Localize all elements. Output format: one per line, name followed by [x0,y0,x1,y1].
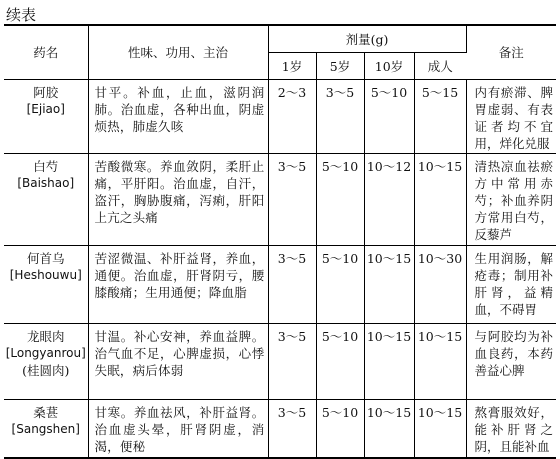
drug-name-en: [Baishao] [17,176,75,190]
drug-note: 与阿胶均为补血良药，本药善益心脾 [466,324,556,400]
drug-note: 熬膏服效好，能补肝肾之阴，且能补血 [466,400,556,458]
drug-name-cn: 何首乌 [26,251,65,266]
drug-description: 甘温。补心安神，养血益脾。治气血不足，心脾虚损，心悸失眠，病后体弱 [88,324,268,400]
header-dosage: 剂量(g) [268,25,466,53]
drug-name-en: [Sangshen] [11,422,80,436]
drug-name-alias: (桂圆肉) [22,363,70,378]
table-row [4,324,556,400]
drug-name-cn: 白芍 [33,159,59,174]
dose-5yr: 5～10 [316,154,364,246]
dose-5yr: 3～5 [316,80,364,154]
dose-5yr: 5～10 [316,246,364,324]
dose-adult: 10～15 [414,154,466,246]
dose-1yr: 3～5 [268,400,316,458]
drug-name-cell [4,324,88,400]
drug-name-en: [Heshouwu] [9,268,82,282]
dose-5yr: 5～10 [316,324,364,400]
drug-description: 苦涩微温、补肝益肾，养血，通便。治血虚，肝肾阴亏，腰膝酸痛；生用通便；降血脂 [88,246,268,324]
table-row [4,154,556,246]
drug-name-cell [4,80,88,154]
header-age-adult: 成人 [414,53,466,80]
header-drug: 药名 [4,25,88,80]
dose-10yr: 10～15 [364,246,414,324]
drug-name-cell [4,154,88,246]
drug-name-cell [4,246,88,324]
drug-description: 甘平。补血，止血，滋阴润肺。治血虚，各种出血，阴虚烦热，肺虚久咳 [88,80,268,154]
dose-10yr: 10～15 [364,400,414,458]
header-age-1: 1岁 [268,53,316,80]
drug-name-en: [Longyanrou] [5,346,86,360]
herb-table [4,24,556,459]
drug-name-cn: 桑葚 [33,405,59,420]
table-caption: 续表 [6,6,37,24]
dose-adult: 10～15 [414,400,466,458]
drug-name-cell [4,400,88,458]
header-age-10: 10岁 [364,53,414,80]
table-row [4,246,556,324]
drug-description: 苦酸微寒。养血敛阴，柔肝止痛，平肝阳。治血虚，自汗，盗汗，胸胁腹痛，泻痢，肝阳上亢之头痛 [88,154,268,246]
dose-10yr: 5～10 [364,80,414,154]
drug-note: 生用润肠，解疮毒；制用补肝肾，益精血，不碍胃 [466,246,556,324]
dose-adult: 5～15 [414,80,466,154]
dose-1yr: 3～5 [268,154,316,246]
dose-adult: 10～15 [414,324,466,400]
dose-10yr: 10～15 [364,324,414,400]
header-note: 备注 [466,25,556,80]
dose-1yr: 3～5 [268,246,316,324]
dose-5yr: 5～10 [316,400,364,458]
drug-name-en: [Ejiao] [26,102,65,116]
dose-1yr: 2～3 [268,80,316,154]
table-row [4,80,556,154]
dose-10yr: 10～12 [364,154,414,246]
drug-name-cn: 阿胶 [33,85,59,100]
header-property: 性味、功用、主治 [88,25,268,80]
drug-note: 清热凉血祛瘀方中常用赤芍；补血养阴方常用白芍，反藜芦 [466,154,556,246]
drug-description: 甘寒。养血祛风，补肝益肾。治血虚头晕，肝肾阴虚，消渴，便秘 [88,400,268,458]
drug-note: 内有瘀滞、脾胃虚弱、有表证者均不宜用，烊化兑服 [466,80,556,154]
table-row [4,400,556,458]
dose-1yr: 3～5 [268,324,316,400]
drug-name-cn: 龙眼肉 [26,329,65,344]
dose-adult: 10～30 [414,246,466,324]
header-age-5: 5岁 [316,53,364,80]
